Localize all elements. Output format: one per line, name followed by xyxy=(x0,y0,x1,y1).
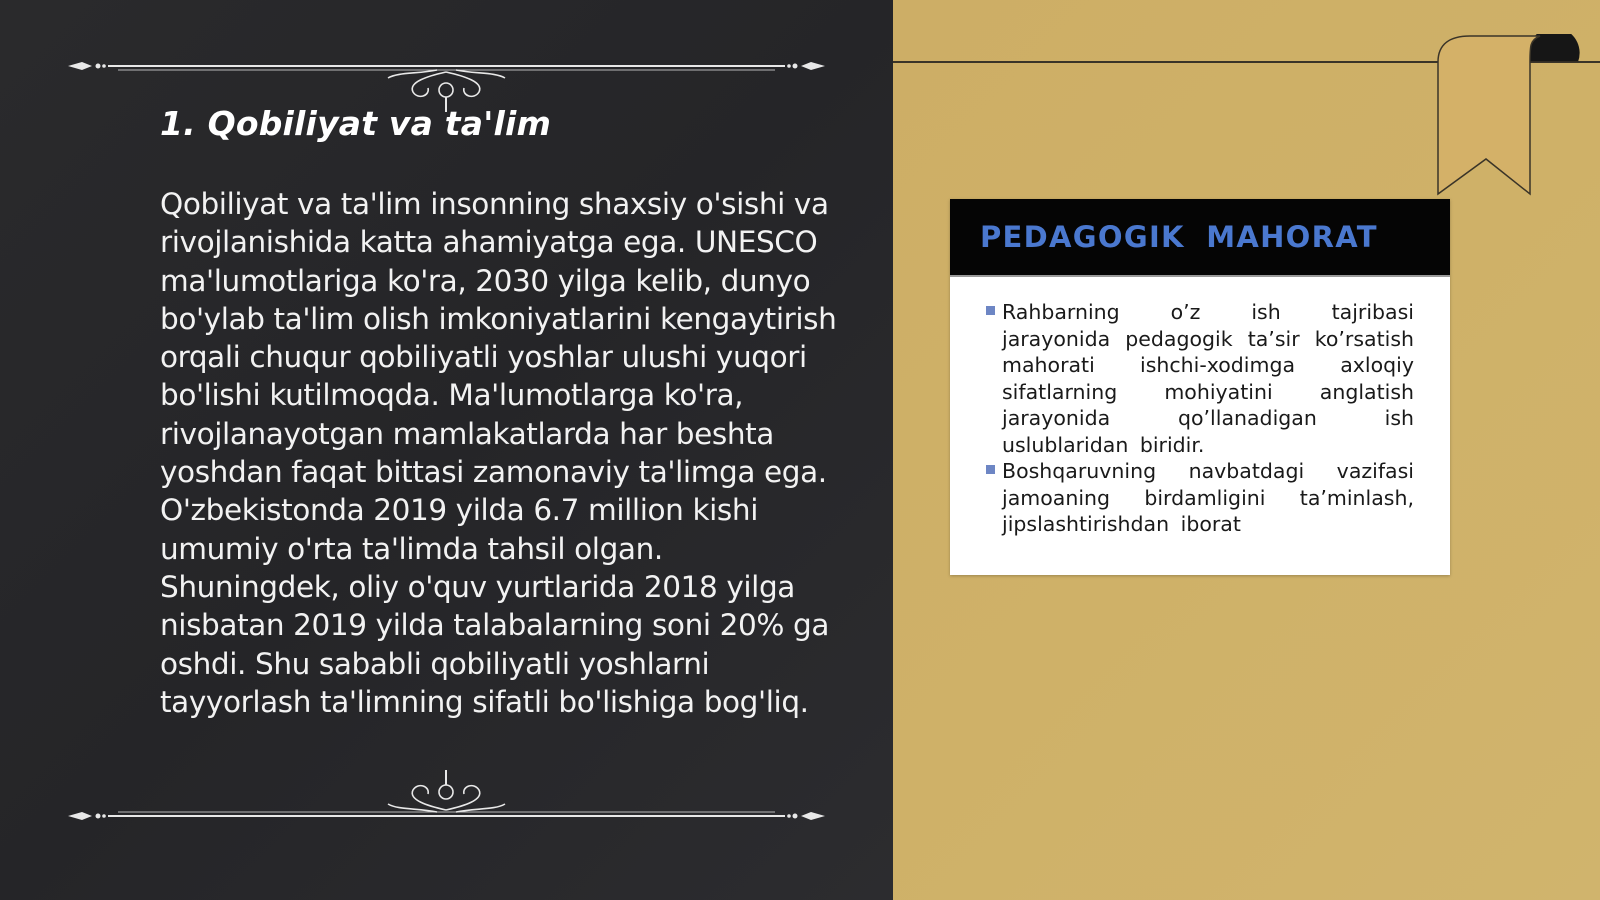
bookmark-ribbon-icon xyxy=(1430,34,1600,204)
list-item-text: Boshqaruvning navbatdagi vazifasi jamoaning birdamligini ta’minlash, jipslashtirishdan iborat xyxy=(1002,459,1414,536)
square-bullet-icon xyxy=(986,465,995,474)
square-bullet-icon xyxy=(986,306,995,315)
card-bullet-list xyxy=(950,277,1450,538)
list-item xyxy=(986,299,1414,458)
list-item xyxy=(986,458,1414,538)
card-header xyxy=(950,199,1450,277)
section-body-text: Qobiliyat va ta'lim insonning shaxsiy o'sishi va rivojlanishida katta ahamiyatga ega. UNESCO ma'lumotlariga ko'ra, 2030 yilga kelib, dunyo bo'ylab ta'lim olish imkoniyatlarini kengaytirish orqali chuqur qobiliyatli yoshlar ulushi yuqori bo'lishi kutilmoqda. Ma'lumotlarga ko'ra, rivojlanayotgan mamlakatlarda har beshta yoshdan faqat bittasi zamonaviy ta'limga ega. O'zbekistonda 2019 yilda 6.7 million kishi umumiy o'rta ta'limda tahsil olgan. Shuningdek, oliy o'quv yurtlarida 2018 yilga nisbatan 2019 yilda talabalarning soni 20% ga oshdi. Shu sababli qobiliyatli yoshlarni tayyorlash ta'limning sifatli bo'lishiga bog'liq. xyxy=(160,187,837,719)
section-heading: 1. Qobiliyat va ta'lim xyxy=(160,104,552,143)
top-ornament xyxy=(68,52,825,112)
pedagogik-card xyxy=(950,199,1450,575)
bottom-ornament xyxy=(68,770,825,830)
list-item-text: Rahbarning o’z ish tajribasi jarayonida pedagogik ta’sir ko’rsatish mahorati ishchi-xodimga axloqiy sifatlarning mohiyatini anglatish jarayonida qo’llanadigan ish uslublaridan biridir. xyxy=(1002,300,1414,457)
card-title: PEDAGOGIK MAHORAT xyxy=(980,220,1378,254)
